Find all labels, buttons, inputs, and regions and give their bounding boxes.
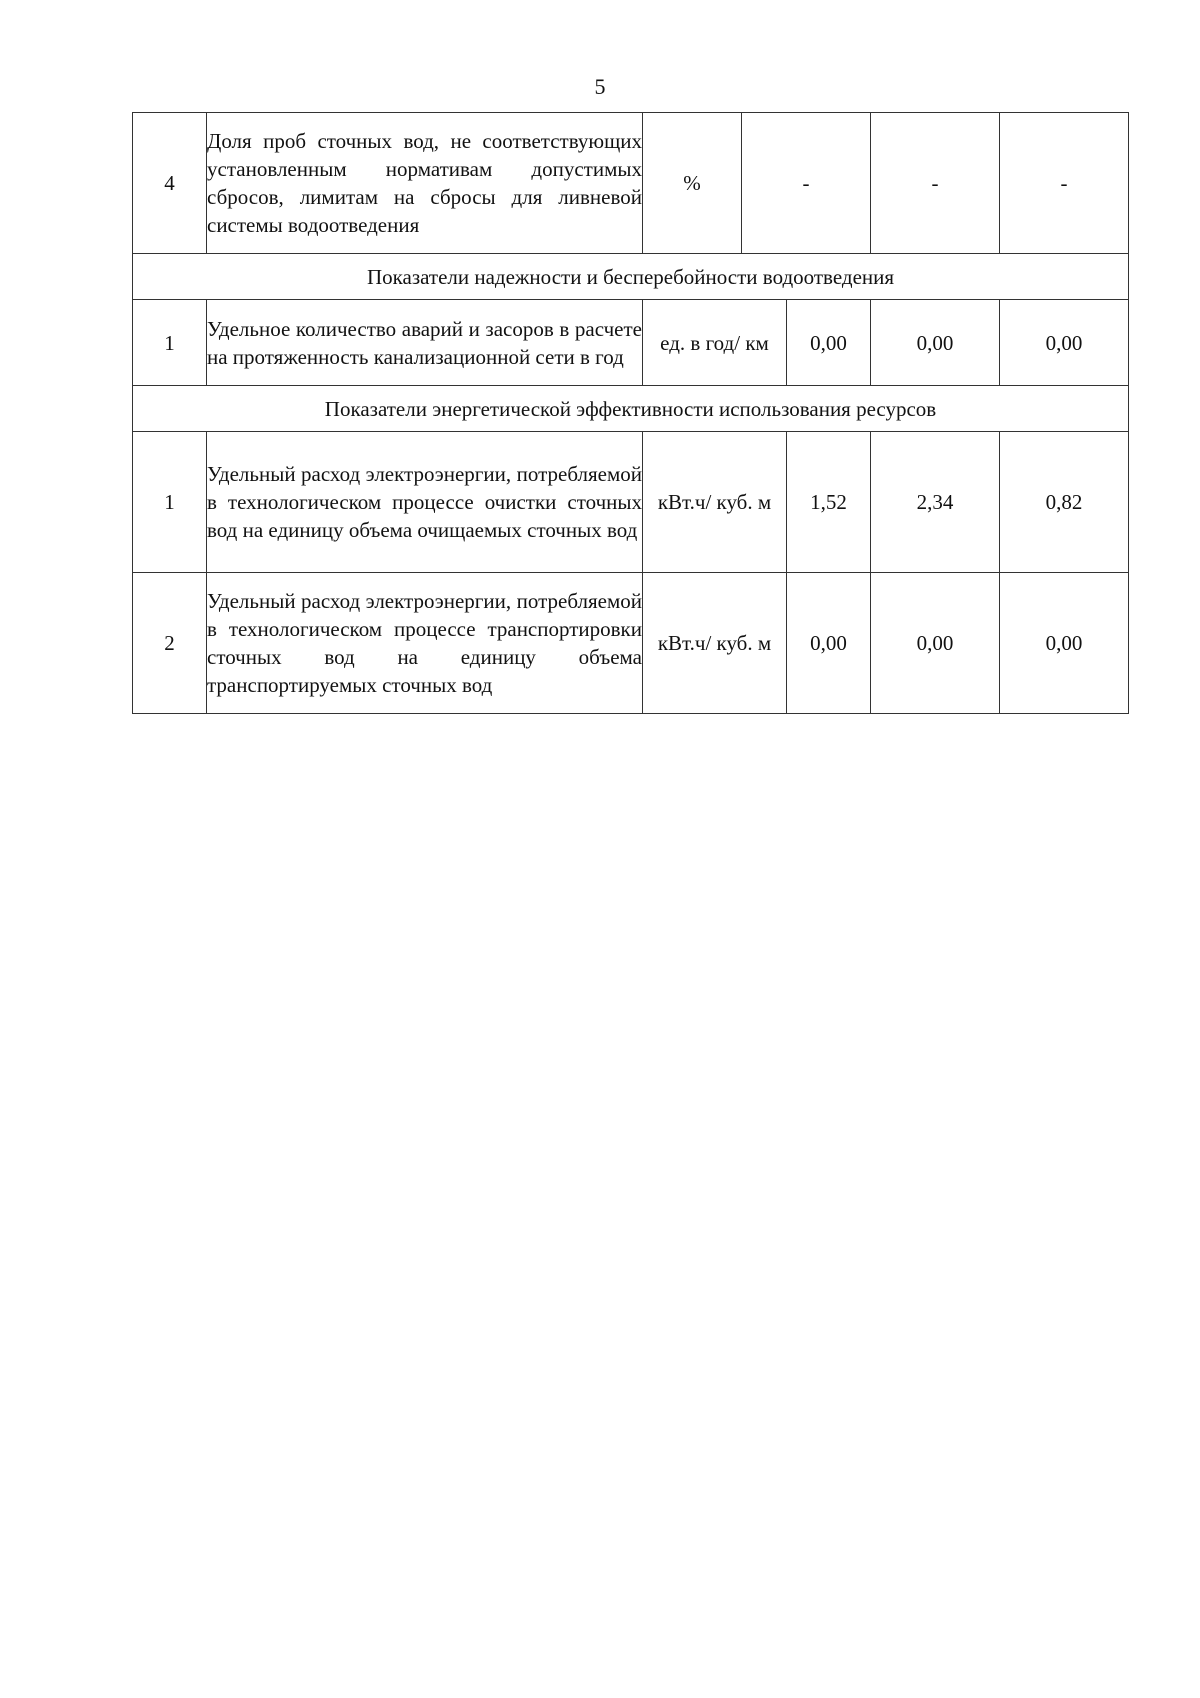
page-number: 5 bbox=[594, 74, 606, 99]
section-header-row bbox=[133, 254, 1129, 300]
indicators-table bbox=[132, 112, 1129, 714]
table-row bbox=[133, 573, 1129, 714]
value-cell: - bbox=[742, 113, 871, 254]
indicator-description: Доля проб сточных вод, не соответствующих установленным нормативам допустимых сбросов, лимитам на сбросы для ливневой системы водоотведения bbox=[207, 113, 643, 254]
row-number: 1 bbox=[133, 432, 207, 573]
indicator-description: Удельный расход электроэнергии, потребляемой в технологическом процессе очистки сточных вод на единицу объема очищаемых сточных вод bbox=[207, 432, 643, 573]
row-number: 2 bbox=[133, 573, 207, 714]
table-row bbox=[133, 432, 1129, 573]
value-cell: 1,52 bbox=[787, 432, 871, 573]
table-row bbox=[133, 113, 1129, 254]
section-title-energy-efficiency: Показатели энергетической эффективности использования ресурсов bbox=[133, 386, 1129, 432]
unit-of-measure: ед. в год/ км bbox=[643, 300, 787, 386]
unit-of-measure: кВт.ч/ куб. м bbox=[643, 432, 787, 573]
value-cell: 0,00 bbox=[871, 573, 1000, 714]
value-cell: 0,00 bbox=[787, 300, 871, 386]
value-cell: 0,00 bbox=[871, 300, 1000, 386]
unit-of-measure: % bbox=[643, 113, 742, 254]
value-cell: 2,34 bbox=[871, 432, 1000, 573]
value-cell: - bbox=[1000, 113, 1129, 254]
value-cell: 0,00 bbox=[1000, 300, 1129, 386]
row-number: 1 bbox=[133, 300, 207, 386]
value-cell: - bbox=[871, 113, 1000, 254]
value-cell: 0,00 bbox=[1000, 573, 1129, 714]
indicator-description: Удельное количество аварий и засоров в расчете на протяженность канализационной сети в год bbox=[207, 300, 643, 386]
section-title-reliability: Показатели надежности и бесперебойности водоотведения bbox=[133, 254, 1129, 300]
value-cell: 0,82 bbox=[1000, 432, 1129, 573]
value-cell: 0,00 bbox=[787, 573, 871, 714]
row-number: 4 bbox=[133, 113, 207, 254]
unit-of-measure: кВт.ч/ куб. м bbox=[643, 573, 787, 714]
table-row bbox=[133, 300, 1129, 386]
section-header-row bbox=[133, 386, 1129, 432]
indicator-description: Удельный расход электроэнергии, потребляемой в технологическом процессе транспортировки сточных вод на единицу объема транспортируемых сточных вод bbox=[207, 573, 643, 714]
